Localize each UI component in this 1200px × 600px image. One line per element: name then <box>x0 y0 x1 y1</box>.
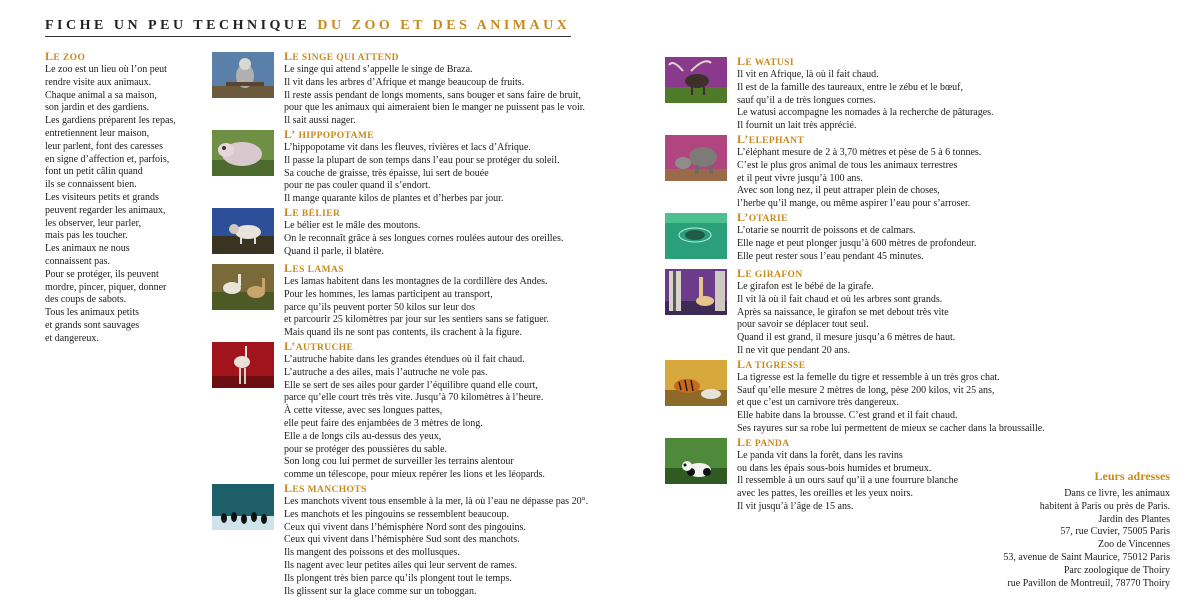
animals-column-2 <box>212 50 602 598</box>
text-line: Ils nagent avec leur petites ailes qui leur servent de rames. <box>284 559 517 571</box>
text-line: habitent à Paris ou près de Paris. <box>1039 500 1170 512</box>
text-line: Elle peut rester sous l’eau pendant 45 minutes. <box>737 250 924 262</box>
animal-title: LE PANDA <box>737 434 790 449</box>
text-line: son jardin et des gardiens. <box>45 102 150 114</box>
text-line: Elle nage et peut plonger jusqu’à 600 mètres de profondeur. <box>737 237 977 249</box>
text-line: Ses rayures sur sa robe lui permettent de mieux se cacher dans la broussaille. <box>737 422 1045 434</box>
animal-section <box>665 211 1065 267</box>
text-line: Zoo de Vincennes <box>1098 539 1170 551</box>
text-line: Ceux qui vivent dans l’hémisphère Sud sont des manchots. <box>284 534 520 546</box>
animal-section <box>212 206 602 262</box>
text-line: Sa couche de graisse, très épaisse, lui sert de bouée <box>284 167 489 179</box>
animal-text <box>284 206 602 258</box>
text-line: pour se protéger des poussières du sable. <box>284 443 448 455</box>
text-line: Il reste assis pendant de longs moments, sans bouger et sans faire de bruit, <box>284 89 581 101</box>
text-line: connaissent pas. <box>45 255 110 267</box>
zoo-title: LE ZOO <box>45 49 86 63</box>
text-line: Les manchots vivent tous ensemble à la mer, là où l’eau ne dépasse pas 20°. <box>284 495 589 507</box>
text-line: Il ressemble à un ours sauf qu’il a une fourrure blanche <box>737 475 959 487</box>
text-line: Il passe la plupart de son temps dans l’eau pour se protéger du soleil. <box>284 154 560 166</box>
animal-title: LES MANCHOTS <box>284 480 367 495</box>
text-line: Il vit dans les arbres d’Afrique et mange beaucoup de fruits. <box>284 76 525 88</box>
text-line: peuvent regarder les animaux, <box>45 204 166 216</box>
penguins-photo <box>212 484 274 530</box>
zoo-text <box>45 64 195 346</box>
page-title <box>45 18 570 34</box>
animal-text <box>737 358 1065 436</box>
animal-title: L’ HIPPOPOTAME <box>284 126 374 141</box>
text-line: Les manchots et les pingouins se ressemblent beaucoup. <box>284 508 509 520</box>
text-line: pour que les animaux qui aimeraient bien le manger ne puissent pas le voir. <box>284 102 586 114</box>
text-line: pour ne pas couler quand il s’endort. <box>284 180 431 192</box>
text-line: et parcourir 25 kilomètres par jour sur les sentiers sans se fatiguer. <box>284 314 549 326</box>
watusi-photo <box>665 57 727 103</box>
animal-section <box>665 55 1065 133</box>
text-line: et que c’est un carnivore très dangereux. <box>737 397 899 409</box>
animal-section <box>665 358 1065 436</box>
text-line: Le watusi accompagne les nomades à la recherche de pâturages. <box>737 107 994 119</box>
text-line: L’éléphant mesure de 2 à 3,70 mètres et pèse de 5 à 6 tonnes. <box>737 146 982 158</box>
text-line: Il vit là où il fait chaud et où les arbres sont grands. <box>737 293 943 305</box>
giraffe-photo <box>665 269 727 315</box>
text-line: Pour se protéger, ils peuvent <box>45 268 159 280</box>
animal-title: LA TIGRESSE <box>737 356 806 371</box>
text-line: mais pas les toucher. <box>45 230 128 242</box>
addresses-text <box>1003 488 1170 590</box>
text-line: avec les pattes, les oreilles et les yeux noirs. <box>737 488 914 500</box>
animals-column-3 <box>665 55 1065 514</box>
hippopotamus-photo <box>212 130 274 176</box>
text-line: Tous les animaux petits <box>45 307 140 319</box>
text-line: font un petit câlin quand <box>45 166 143 178</box>
text-line: Les gardiens préparent les repas, <box>45 115 176 127</box>
text-line: et dangereux. <box>45 332 99 344</box>
animal-text <box>737 267 1065 358</box>
animal-title: LE GIRAFON <box>737 265 803 280</box>
text-line: elle peut faire des enjambées de 3 mètres de long. <box>284 417 483 429</box>
text-line: L’autruche habite dans les grandes étendues où il fait chaud. <box>284 353 525 365</box>
text-line: Quand il parle, il blatère. <box>284 245 384 257</box>
animal-title: LE WATUSI <box>737 54 794 68</box>
title-underline <box>45 36 571 37</box>
sea-lion-photo <box>665 213 727 259</box>
text-line: Jardin des Plantes <box>1098 513 1170 525</box>
animal-section <box>212 262 602 340</box>
zoo-section <box>45 50 195 346</box>
text-line: parce qu’elle court très très vite. Jusqu’à 70 kilomètres à l’heure. <box>284 392 544 404</box>
text-line: Dans ce livre, les animaux <box>1064 488 1170 499</box>
text-line: Elle a de longs cils au-dessus des yeux, <box>284 430 442 442</box>
text-line: en signe d’affection et, parfois, <box>45 153 170 165</box>
text-line: des coups de sabots. <box>45 294 127 306</box>
animal-section <box>212 482 602 598</box>
text-line: Quand il est grand, il mesure jusqu’a 6 mètres de haut. <box>737 332 956 344</box>
text-line: l’herbe qu’il mange, ou même aspirer l’eau pour s’arroser. <box>737 198 971 210</box>
text-line: sauf qu’il a de très longues cornes. <box>737 94 876 106</box>
elephant-photo <box>665 135 727 181</box>
ostrich-photo <box>212 342 274 388</box>
text-line: Les animaux ne nous <box>45 243 130 255</box>
animal-text <box>737 133 1065 211</box>
animal-text <box>284 340 602 482</box>
text-line: Le panda vit dans la forêt, dans les ravins <box>737 449 903 461</box>
animal-text <box>284 128 602 206</box>
title-part-1: FICHE UN PEU TECHNIQUE <box>45 18 311 33</box>
text-line: Le bélier est le mâle des moutons. <box>284 219 421 231</box>
text-line: Parc zoologique de Thoiry <box>1063 564 1170 576</box>
animal-section <box>665 133 1065 211</box>
animal-title: L’OTARIE <box>737 209 788 224</box>
animal-title: LE BÉLIER <box>284 204 341 219</box>
text-line: Mais quand ils ne sont pas contents, ils crachent à la figure. <box>284 327 522 339</box>
text-line: Ils plongent très bien parce qu’ils plongent tout le temps. <box>284 572 512 584</box>
text-line: Le zoo est un lieu où l’on peut <box>45 64 167 75</box>
text-line: L’autruche a des ailes, mais l’autruche ne vole pas. <box>284 366 488 378</box>
text-line: et grands sont sauvages <box>45 319 140 331</box>
text-line: 57, rue Cuvier, 75005 Paris <box>1060 526 1170 538</box>
text-line: C’est le plus gros animal de tous les animaux terrestres <box>737 159 958 171</box>
addresses-title: Leurs adresses <box>1094 469 1170 483</box>
text-line: Ils glissent sur la glace comme sur un toboggan. <box>284 585 477 597</box>
text-line: comme un télescope, pour mieux repérer les lions et les léopards. <box>284 469 546 481</box>
text-line: Les visiteurs petits et grands <box>45 191 159 203</box>
text-line: Il vit en Afrique, là où il fait chaud. <box>737 69 879 80</box>
text-line: Il fournit un lait très apprécié. <box>737 120 857 132</box>
text-line: Le singe qui attend s’appelle le singe de Braza. <box>284 64 473 75</box>
animal-text <box>284 262 602 340</box>
animal-text <box>284 482 602 598</box>
text-line: La tigresse est la femelle du tigre et ressemble à un très gros chat. <box>737 371 1000 383</box>
text-line: 53, avenue de Saint Maurice, 75012 Paris <box>1003 551 1170 563</box>
animal-text <box>737 211 1065 263</box>
animal-section <box>212 340 602 482</box>
text-line: leur parlent, font des caresses <box>45 140 164 152</box>
text-line: ou dans les épais sous-bois humides et brumeux. <box>737 462 932 474</box>
text-line: On le reconnaît grâce à ses longues cornes roulées autour des oreilles. <box>284 232 564 244</box>
panda-photo <box>665 438 727 484</box>
text-line: L’hippopotame vit dans les fleuves, rivières et lacs d’Afrique. <box>284 141 531 153</box>
animal-title: L’ELEPHANT <box>737 131 805 146</box>
animal-title: LE SINGE QUI ATTEND <box>284 49 399 63</box>
text-line: rendre visite aux animaux. <box>45 76 152 88</box>
animal-title: L’AUTRUCHE <box>284 338 354 353</box>
text-line: Chaque animal a sa maison, <box>45 89 157 101</box>
text-line: entretiennent leur maison, <box>45 127 150 139</box>
text-line: Sauf qu’elle mesure 2 mètres de long, pèse 200 kilos, vit 25 ans, <box>737 384 995 396</box>
text-line: Il mange quarante kilos de plantes et d’herbes par jour. <box>284 193 504 205</box>
text-line: ils se connaissent bien. <box>45 179 137 191</box>
text-line: rue Pavillon de Montreuil, 78770 Thoiry <box>1007 577 1170 589</box>
text-line: Avec son long nez, il peut attraper plein de choses, <box>737 185 940 197</box>
text-line: Ils mangent des poissons et des mollusques. <box>284 547 460 559</box>
animal-title: LES LAMAS <box>284 260 344 275</box>
text-line: Ceux qui vivent dans l’hémisphère Nord sont des pingouins. <box>284 521 526 533</box>
llamas-photo <box>212 264 274 310</box>
title-part-2: DU ZOO ET DES ANIMAUX <box>317 18 571 33</box>
text-line: Il est de la famille des taureaux, entre le zébu et le bœuf, <box>737 81 964 93</box>
text-line: les observer, leur parler, <box>45 217 142 229</box>
text-line: et il peut vivre jusqu’à 100 ans. <box>737 172 863 184</box>
animal-text <box>284 50 602 128</box>
animal-text <box>737 55 1065 133</box>
text-line: Il sait aussi nager. <box>284 115 356 127</box>
text-line: Elle habite dans la brousse. C’est grand et il fait chaud. <box>737 410 958 422</box>
text-line: L’otarie se nourrit de poissons et de calmars. <box>737 224 916 236</box>
text-line: Les lamas habitent dans les montagnes de la cordillère des Andes. <box>284 275 548 287</box>
addresses-block <box>1003 468 1170 590</box>
text-line: pour savoir se déplacer tout seul. <box>737 319 869 331</box>
animal-section <box>212 50 602 128</box>
text-line: Après sa naissance, le girafon se met debout très vite <box>737 306 949 318</box>
text-line: Pour les hommes, les lamas participent au transport, <box>284 288 493 300</box>
text-line: Il ne vit que pendant 20 ans. <box>737 344 851 356</box>
text-line: parce qu’ils peuvent porter 50 kilos sur leur dos <box>284 301 476 313</box>
text-line: mordre, pincer, piquer, donner <box>45 281 167 293</box>
text-line: Elle se sert de ses ailes pour garder l’équilibre quand elle court, <box>284 379 538 391</box>
text-line: Il vit jusqu’à l’âge de 15 ans. <box>737 500 854 512</box>
text-line: À cette vitesse, avec ses longues pattes, <box>284 405 443 417</box>
text-line: Son long cou lui permet de surveiller les terrains alentour <box>284 456 514 468</box>
animal-section <box>665 267 1065 358</box>
animal-section <box>212 128 602 206</box>
monkey-photo <box>212 52 274 98</box>
ram-photo <box>212 208 274 254</box>
tigress-photo <box>665 360 727 406</box>
text-line: Le girafon est le bébé de la girafe. <box>737 280 874 292</box>
